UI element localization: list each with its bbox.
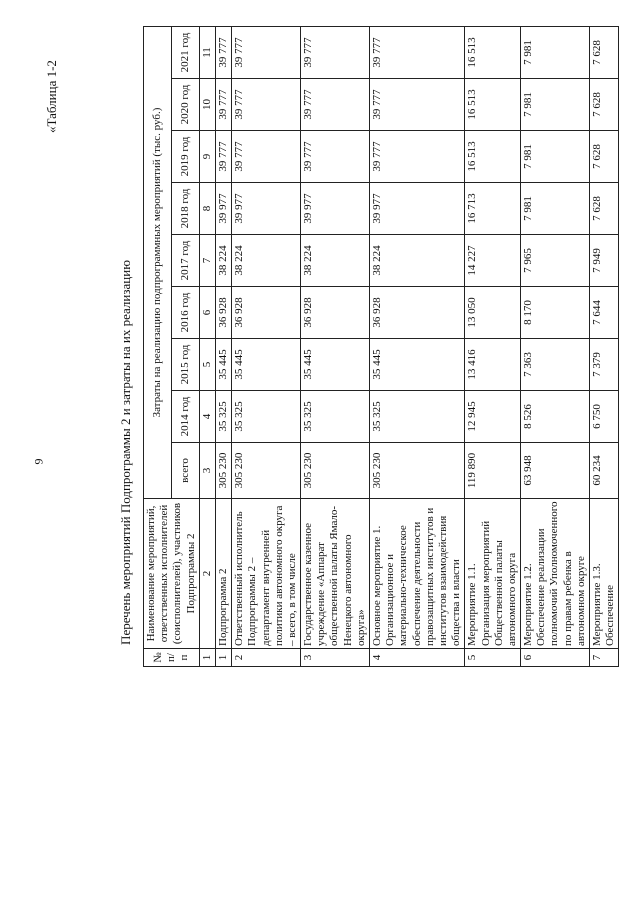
index-cell: 10 (199, 79, 215, 131)
row-year-value-cell: 35 445 (370, 339, 465, 391)
row-year-value-cell: 35 325 (232, 391, 301, 443)
table-row (232, 27, 301, 667)
row-total-cell: 305 230 (215, 443, 231, 499)
row-year-value-cell: 38 224 (215, 235, 231, 287)
row-year-value-cell: 7 628 (590, 79, 619, 131)
row-year-value-cell: 39 777 (370, 131, 465, 183)
row-year-value-cell: 35 445 (215, 339, 231, 391)
row-year-value-cell: 39 777 (215, 79, 231, 131)
row-year-value-cell: 7 981 (521, 79, 590, 131)
row-year-value-cell: 7 628 (590, 27, 619, 79)
row-year-value-cell: 7 965 (521, 235, 590, 287)
row-no-cell: 2 (232, 649, 301, 667)
index-cell: 1 (199, 649, 215, 667)
row-year-value-cell: 39 777 (215, 27, 231, 79)
row-year-value-cell: 36 928 (232, 287, 301, 339)
row-no-cell: 4 (370, 649, 465, 667)
table-row (215, 27, 231, 667)
row-year-value-cell: 16 513 (465, 27, 521, 79)
header-no: № п/п (144, 649, 200, 667)
row-year-value-cell: 35 325 (370, 391, 465, 443)
row-year-value-cell: 39 777 (232, 27, 301, 79)
row-year-value-cell: 12 945 (465, 391, 521, 443)
row-year-value-cell: 16 513 (465, 131, 521, 183)
row-name-cell: Государственное казенное учреждение «Аппарат общественной палаты Ямало-Ненецкого автономного округа» (301, 499, 370, 649)
row-name-cell: Подпрограмма 2 (215, 499, 231, 649)
index-cell: 7 (199, 235, 215, 287)
row-total-cell: 119 890 (465, 443, 521, 499)
row-year-value-cell: 8 170 (521, 287, 590, 339)
index-cell: 11 (199, 27, 215, 79)
header-year: 2016 год (171, 287, 199, 339)
header-year: 2015 год (171, 339, 199, 391)
row-year-value-cell: 39 977 (232, 183, 301, 235)
row-year-value-cell: 7 379 (590, 339, 619, 391)
row-total-cell: 63 948 (521, 443, 590, 499)
row-year-value-cell: 38 224 (370, 235, 465, 287)
row-year-value-cell: 39 777 (370, 27, 465, 79)
row-year-value-cell: 7 628 (590, 183, 619, 235)
row-year-value-cell: 39 777 (232, 79, 301, 131)
header-year: 2017 год (171, 235, 199, 287)
header-year: 2019 год (171, 131, 199, 183)
row-year-value-cell: 35 325 (301, 391, 370, 443)
row-year-value-cell: 16 513 (465, 79, 521, 131)
row-year-value-cell: 38 224 (232, 235, 301, 287)
index-cell: 6 (199, 287, 215, 339)
row-total-cell: 305 230 (301, 443, 370, 499)
index-cell: 9 (199, 131, 215, 183)
row-year-value-cell: 39 977 (370, 183, 465, 235)
table-row (521, 27, 590, 667)
row-year-value-cell: 7 644 (590, 287, 619, 339)
page-number: 9 (31, 458, 46, 465)
table-row (370, 27, 465, 667)
header-year: 2021 год (171, 27, 199, 79)
table-title: Перечень мероприятий Подпрограммы 2 и затраты на их реализацию (118, 260, 133, 645)
row-year-value-cell: 14 227 (465, 235, 521, 287)
row-year-value-cell: 16 713 (465, 183, 521, 235)
row-year-value-cell: 7 628 (590, 131, 619, 183)
table-row (301, 27, 370, 667)
row-year-value-cell: 7 981 (521, 131, 590, 183)
row-year-value-cell: 39 977 (215, 183, 231, 235)
row-no-cell: 3 (301, 649, 370, 667)
row-year-value-cell: 7 363 (521, 339, 590, 391)
header-year: 2018 год (171, 183, 199, 235)
header-row (144, 27, 172, 667)
header-costs-group: Затраты на реализацию подпрограммных мероприятий (тыс. руб.) (144, 27, 172, 499)
index-cell: 8 (199, 183, 215, 235)
row-year-value-cell: 39 777 (232, 131, 301, 183)
index-row (199, 27, 215, 667)
row-year-value-cell: 35 325 (215, 391, 231, 443)
row-total-cell: 305 230 (370, 443, 465, 499)
table-row (590, 27, 619, 667)
table-row (465, 27, 521, 667)
row-name-cell: Мероприятие 1.3. Обеспечение (590, 499, 619, 649)
index-cell: 2 (199, 499, 215, 649)
header-year: 2014 год (171, 391, 199, 443)
row-name-cell: Мероприятие 1.1. Организация мероприятий Общественной палаты автономного округа (465, 499, 521, 649)
row-no-cell: 1 (215, 649, 231, 667)
row-year-value-cell: 39 777 (301, 27, 370, 79)
row-year-value-cell: 39 777 (370, 79, 465, 131)
row-no-cell: 7 (590, 649, 619, 667)
row-year-value-cell: 36 928 (215, 287, 231, 339)
table-label: «Таблица 1-2 (44, 60, 59, 133)
row-year-value-cell: 38 224 (301, 235, 370, 287)
header-year: 2020 год (171, 79, 199, 131)
row-year-value-cell: 35 445 (232, 339, 301, 391)
index-cell: 3 (199, 443, 215, 499)
row-year-value-cell: 7 981 (521, 183, 590, 235)
header-total: всего (171, 443, 199, 499)
index-cell: 5 (199, 339, 215, 391)
costs-table (143, 26, 619, 667)
header-name: Наименование мероприятий, ответственных исполнителей (соисполнителей), участников Подпрограммы 2 (144, 499, 200, 649)
row-year-value-cell: 39 777 (301, 79, 370, 131)
row-name-cell: Основное мероприятие 1. Организационное и материально-техническое обеспечение деятельности правозащитных институтов и институтов взаимодействия общества и власти (370, 499, 465, 649)
row-year-value-cell: 36 928 (301, 287, 370, 339)
row-year-value-cell: 6 750 (590, 391, 619, 443)
row-year-value-cell: 39 777 (301, 131, 370, 183)
row-total-cell: 60 234 (590, 443, 619, 499)
row-name-cell: Мероприятие 1.2. Обеспечение реализации полномочий Уполномоченного по правам ребенка в автономном округе (521, 499, 590, 649)
row-year-value-cell: 36 928 (370, 287, 465, 339)
row-year-value-cell: 7 949 (590, 235, 619, 287)
row-year-value-cell: 35 445 (301, 339, 370, 391)
index-cell: 4 (199, 391, 215, 443)
row-total-cell: 305 230 (232, 443, 301, 499)
row-no-cell: 6 (521, 649, 590, 667)
row-year-value-cell: 13 050 (465, 287, 521, 339)
row-year-value-cell: 39 777 (215, 131, 231, 183)
row-year-value-cell: 8 526 (521, 391, 590, 443)
row-year-value-cell: 13 416 (465, 339, 521, 391)
row-year-value-cell: 7 981 (521, 27, 590, 79)
row-year-value-cell: 39 977 (301, 183, 370, 235)
row-no-cell: 5 (465, 649, 521, 667)
row-name-cell: Ответственный исполнитель Подпрограммы 2 – департамент внутренней политики автономного округа – всего, в том числе (232, 499, 301, 649)
